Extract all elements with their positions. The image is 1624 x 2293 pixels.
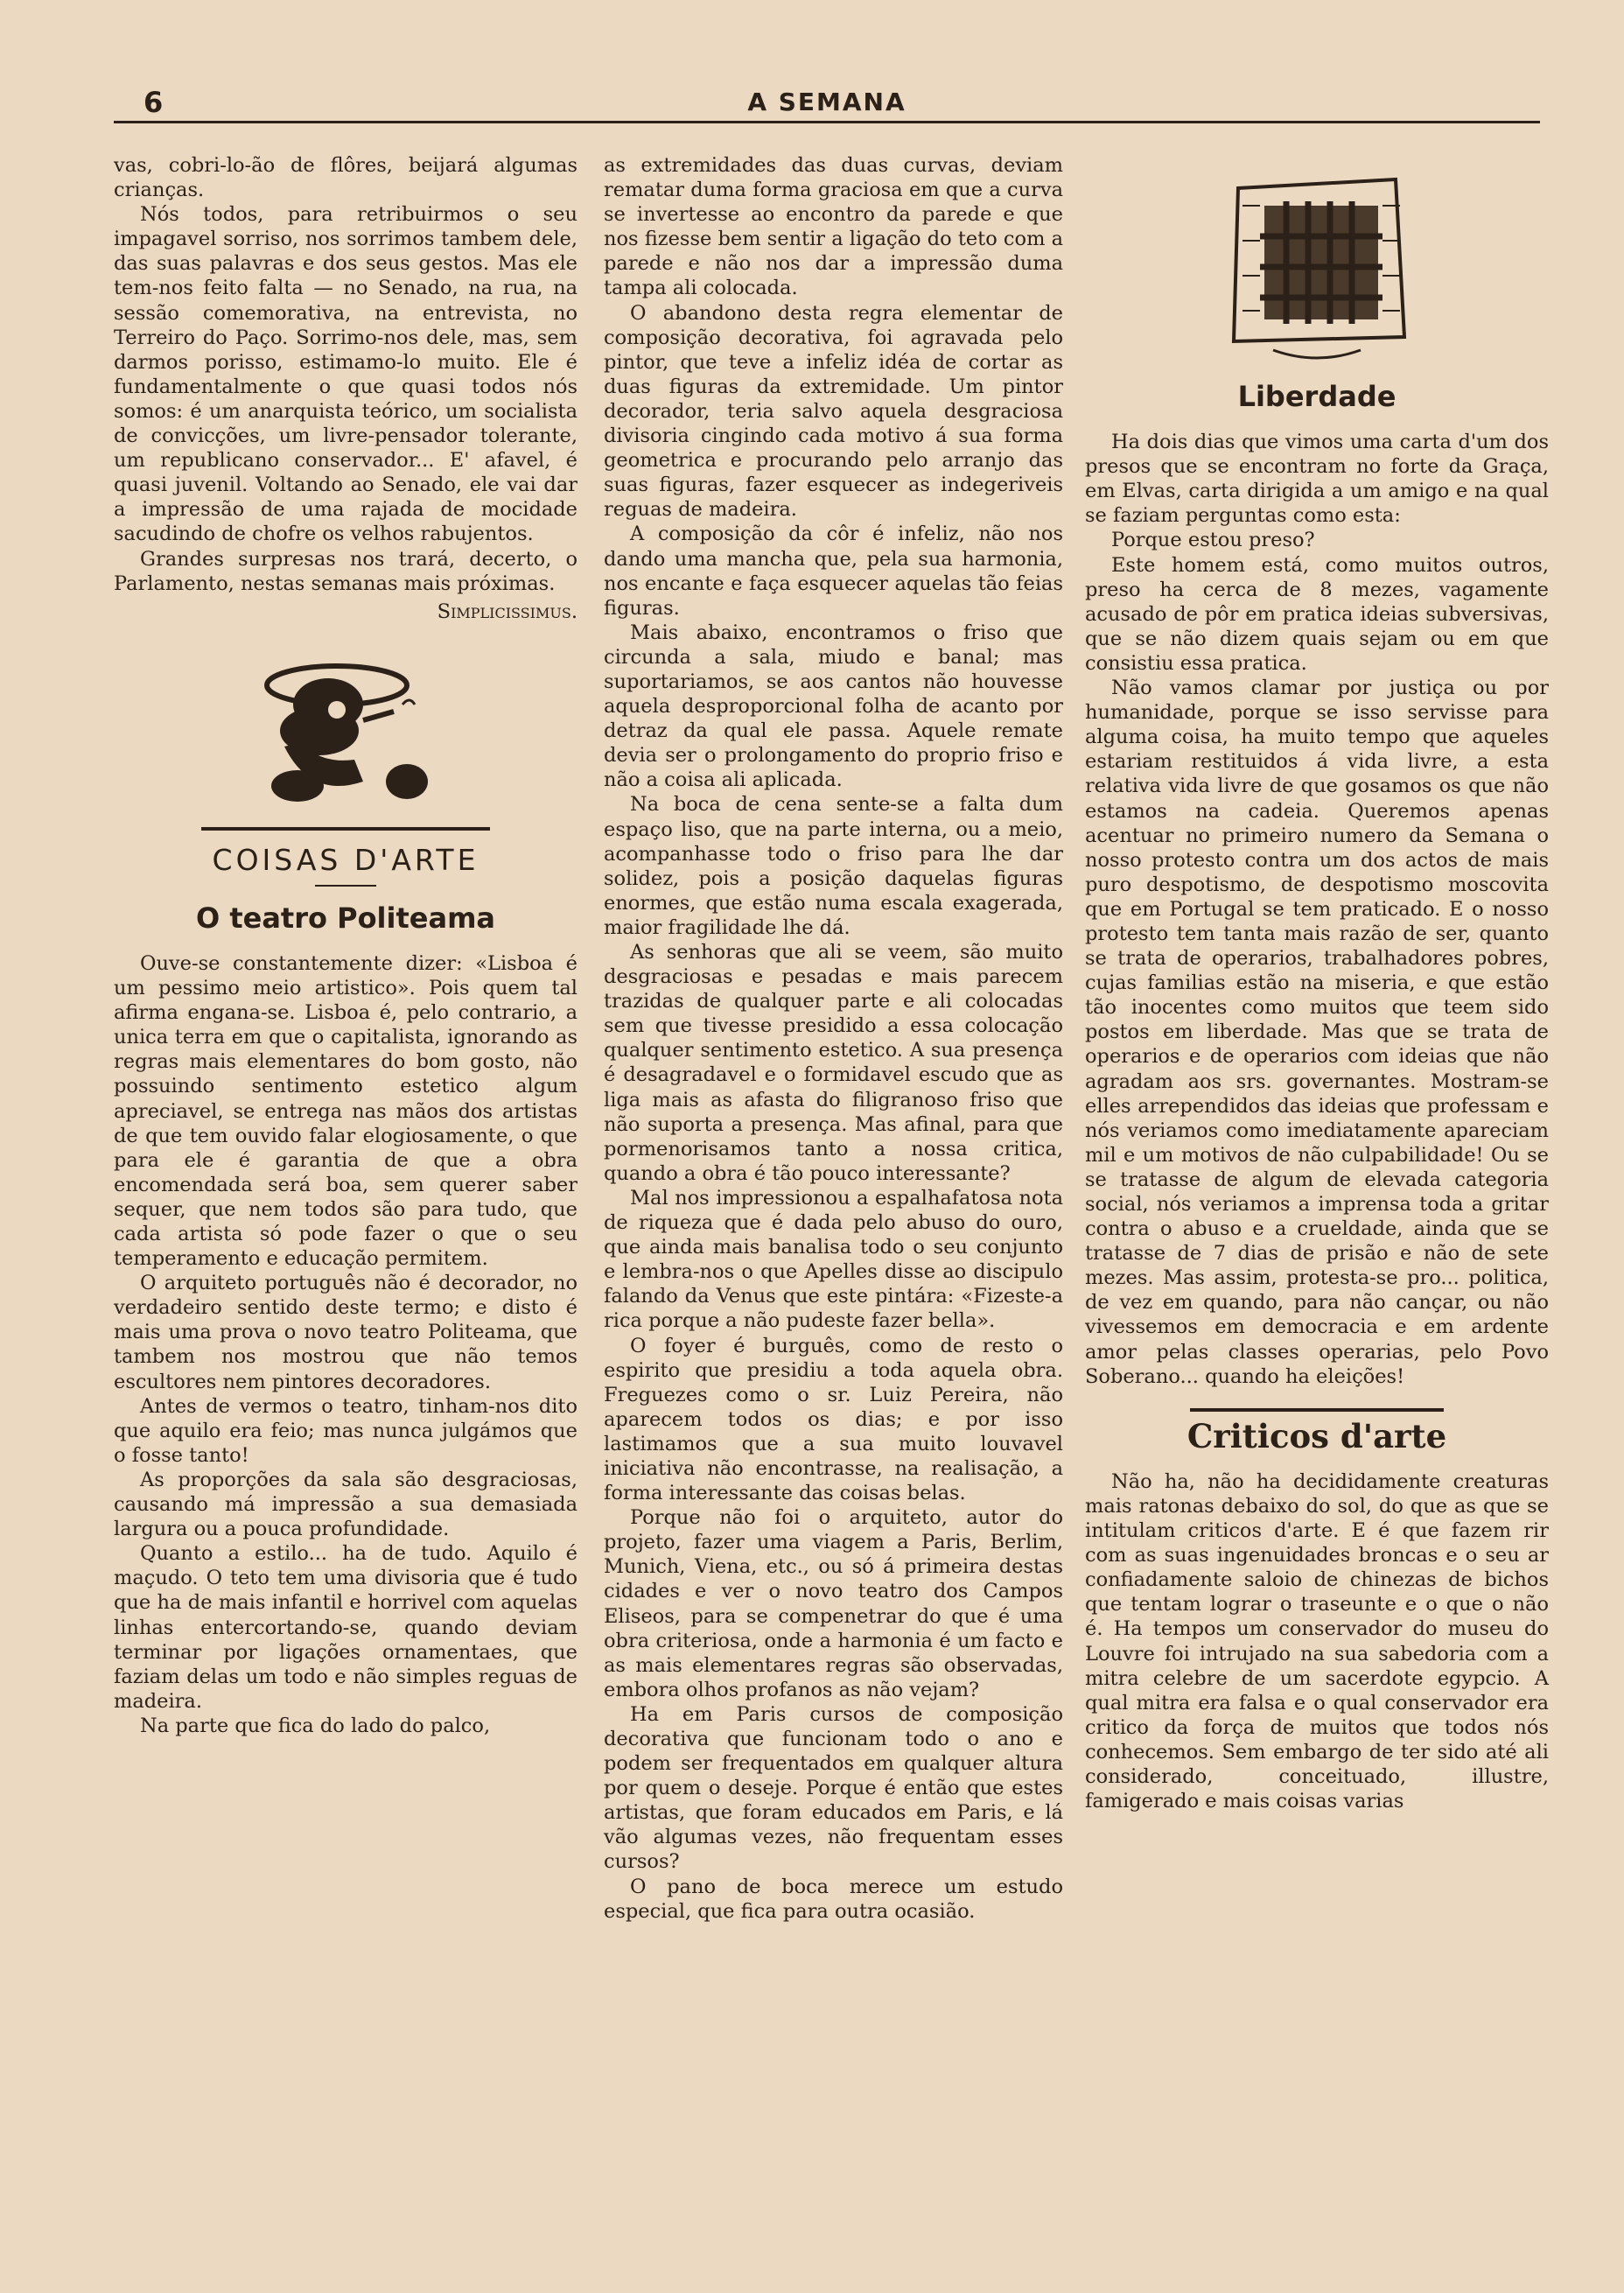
paragraph: as extremidades das duas curvas, deviam rematar duma forma graciosa em que a curva se invertesse ao encontro da parede e que nos fizesse bem sentir a ligação do teto com a parede e não nos dar a impressão duma tampa ali colocada.	[604, 154, 1063, 300]
signature: Simplicissimus.	[437, 600, 578, 623]
article-title-liberdade: Liberdade	[1237, 380, 1396, 413]
caricature-illustration	[114, 650, 578, 808]
section-divider	[201, 827, 490, 831]
section-divider	[1190, 1408, 1444, 1412]
journal-title: A SEMANA	[747, 88, 906, 116]
paragraph: O pano de boca merece um estudo especial, que fica para outra ocasião.	[604, 1875, 1063, 1923]
page-header	[114, 86, 1540, 121]
article-title: O teatro Politeama	[195, 901, 496, 935]
paragraph: As proporções da sala são desgraciosas, causando má impressão a sua demasiada largura ou a pouca profundidade.	[114, 1468, 578, 1541]
paragraph: Grandes surpresas nos trará, decerto, o Parlamento, nestas semanas mais próximas.	[114, 547, 578, 595]
paragraph: vas, cobri-lo-ão de flôres, beijará algumas crianças.	[114, 154, 578, 202]
paragraph: Na parte que fica do lado do palco,	[140, 1714, 491, 1737]
paragraph: Porque não foi o arquiteto, autor do projeto, fazer uma viagem a Paris, Berlim, Munich, Viena, etc., ou só á primeira destas cidades e ver o novo teatro dos Campos Eliseos, para se compenetrar do que é uma obra criteriosa, onde a harmonia é um facto e as mais elementares regras são observadas, embora olhos profanos as não vejam?	[604, 1506, 1063, 1701]
paragraph: Ouve-se constantemente dizer: «Lisboa é um pessimo meio artistico». Pois quem tal afirma engana-se. Lisboa é, pelo contrario, a unica terra em que o capitalista, ignorando as regras mais elementares do bom gosto, não possuindo sentimento estetico algum apreciavel, se entrega nas mãos dos artistas de que tem ouvido falar elogiosamente, o que para ele é garantia de que a obra encomendada será boa, sem querer saber sequer, que nem todos são para tudo, que cada artista só pode fazer o que o seu temperamento e educação permitem.	[114, 951, 578, 1271]
paragraph: O foyer é burguês, como de resto o espirito que presidiu a toda aquela obra. Freguezes como o sr. Luiz Pereira, não aparecem todos os dias; e por isso lastimamos que a sua muito louvavel iniciativa não encontrasse, na realisação, a forma interessante das coisas belas.	[604, 1334, 1063, 1505]
paragraph: Não vamos clamar por justiça ou por humanidade, porque se isso servisse para alguma coisa, ha muito tempo que aqueles estariam restituidos á vida livre, a esta relativa vida livre de que gosamos os que não estamos na cadeia. Queremos apenas acentuar no primeiro numero da Semana o nosso protesto contra um dos actos de mais puro despotismo, de despotismo moscovita que em Portugal se tem praticado. E o nosso protesto tem tanta mais razão de ser, quanto se trata de operarios, trabalhadores pobres, cujas familias estão na miseria, e que estão tão inocentes como muitos que teem sido postos em liberdade. Mas que se trata de operarios e de operarios com ideias que não agradam aos srs. governantes. Mostram-se elles arrependidos das ideias que professam e nós veriamos como imediatamente apareciam mil e um motivos de não culpabilidade! Ou se se tratasse de algum de elevada categoria social, nós veriamos a imprensa toda a gritar contra o abuso e a crueldade, ainda que se tratasse de 7 dias de prisão e não de sete mezes. Mas assim, protesta-se pro... politica, de vez em quando, para não cançar, ou não vivessemos em democracia e em ardente amor pelas classes operarias, pelo Povo Soberano... quando ha eleições!	[1085, 677, 1549, 1388]
paragraph: Ha em Paris cursos de composição decorativa que funcionam todo o ano e podem ser frequentados em qualquer altura por quem o deseje. Porque é então que estes artistas, que foram educados em Paris, e lá vão algumas vezes, não frequentam esses cursos?	[604, 1702, 1063, 1874]
caricature-drawing	[232, 650, 459, 808]
paragraph: As senhoras que ali se veem, são muito desgraciosas e pesadas e mais parecem trazidas de qualquer parte e ali colocadas sem que tivesse presidido a essa colocação qualquer sentimento estetico. A sua presença é desagradavel e o formidavel escudo que as liga mais as afasta do filigranoso friso que não suporta a presença. Mas afinal, para que pormenorisamos tanto a nossa critica, quando a obra é tão pouco interessante?	[604, 941, 1063, 1185]
paragraph: Este homem está, como muitos outros, preso ha cerca de 8 mezes, vagamente acusado de pôr em pratica ideias subversivas, que se não dizem quais sejam ou em que consistiu essa pratica.	[1085, 553, 1549, 675]
paragraph: O arquiteto português não é decorador, no verdadeiro sentido deste termo; e disto é mais uma prova o novo teatro Politeama, que tambem nos mostrou que não temos escultores nem pintores decoradores.	[114, 1272, 578, 1393]
section-title: COISAS D'ARTE	[212, 842, 480, 877]
paragraph: Porque estou preso?	[1111, 529, 1315, 552]
column-2	[604, 153, 1063, 1924]
paragraph: Mais abaixo, encontramos o friso que circunda a sala, miudo e banal; mas suportariamos, se aos cantos não houvesse aquela desproporcional folha de acanto por detraz da qual ele passa. Aquele remate devia ser o prolongamento do proprio friso e não a coisa ali aplicada.	[604, 621, 1063, 792]
paragraph: Na boca de cena sente-se a falta dum espaço liso, que na parte interna, ou a meio, acompanhasse todo o friso para lhe dar solidez, pois a posição daquelas figuras enormes, que estão numa escala exagerada, maior fragilidade lhe dá.	[604, 793, 1063, 939]
paragraph: Mal nos impressionou a espalhafatosa nota de riqueza que é dada pelo abuso do ouro, que ainda mais banalisa todo o seu conjunto e lembra-nos o que Apelles disse ao discipulo falando da Venus que este pintára: «Fizeste-a rica porque a não pudeste fazer bella».	[604, 1186, 1063, 1333]
paragraph: Antes de vermos o teatro, tinham-nos dito que aquilo era feio; mas nunca julgámos que o fosse tanto!	[114, 1394, 578, 1467]
header-rule	[114, 121, 1540, 123]
article-title-criticos: Criticos d'arte	[1186, 1416, 1447, 1455]
prison-window-illustration	[1085, 153, 1549, 372]
paragraph: Ha dois dias que vimos uma carta d'um dos presos que se encontram no forte da Graça, em Elvas, carta dirigida a um amigo e na qual se faziam perguntas como esta:	[1085, 431, 1549, 528]
paragraph: Não ha, não ha decididamente creaturas mais ratonas debaixo do sol, do que as que se intitulam criticos d'arte. E é que fazem rir com as suas ingenuidades broncas e o seu ar confiadamente saloio de chinezas de bichos que tentam lograr o traseunte e o que o não é. Ha tempos um conservador do museu do Louvre foi intrujado na sua sabedoria com a mitra celebre de um sacerdote egypcio. A qual mitra era falsa e o qual conservador era critico da força de muitos que todos nós conhecemos. Sem embargo de ter sido até ali considerado, conceituado, illustre, famigerado e mais coisas varias	[1085, 1469, 1549, 1813]
title-rule	[315, 885, 376, 887]
paragraph: Nós todos, para retribuirmos o seu impagavel sorriso, nos sorrimos tambem dele, das suas palavras e dos seus gestos. Mas ele tem-nos feito falta — no Senado, na rua, na sessão comemorativa, na entrevista, no Terreiro do Paço. Sorrimo-nos dele, mas, sem darmos porisso, estimamo-lo muito. Ele é fundamentalmente o que quasi todos nós somos: é um anarquista teórico, um socialista de convicções, um livre-pensador tolerante, um republicano conservador... E' afavel, é quasi juvenil. Voltando ao Senado, ele vai dar a impressão de uma rajada de mocidade sacudindo de chofre os velhos rabujentos.	[114, 203, 578, 546]
paragraph: Quanto a estilo... ha de tudo. Aquilo é maçudo. O teto tem uma divisoria que é tudo que ha de mais infantil e horrivel com aquelas linhas entercortando-se, quando deviam terminar por ligações ornamentaes, que faziam delas um todo e não simples reguas de madeira.	[114, 1542, 578, 1713]
paragraph: O abandono desta regra elementar de composição decorativa, foi agravada pelo pintor, que teve a infeliz idéa de cortar as duas figuras da extremidade. Um pintor decorador, teria salvo aquela desgraciosa divisoria cingindo cada motivo á sua forma geometrica e procurando pelo arranjo das suas figuras, fazer esquecer as indegeriveis reguas de madeira.	[604, 301, 1063, 522]
paragraph: A composição da côr é infeliz, não nos dando uma mancha que, pela sua harmonia, nos encante e faça esquecer aquelas tão feias figuras.	[604, 522, 1063, 620]
page-number: 6	[144, 86, 164, 119]
column-1	[114, 153, 578, 1738]
prison-window-drawing	[1212, 153, 1422, 372]
column-3	[1085, 153, 1549, 1813]
